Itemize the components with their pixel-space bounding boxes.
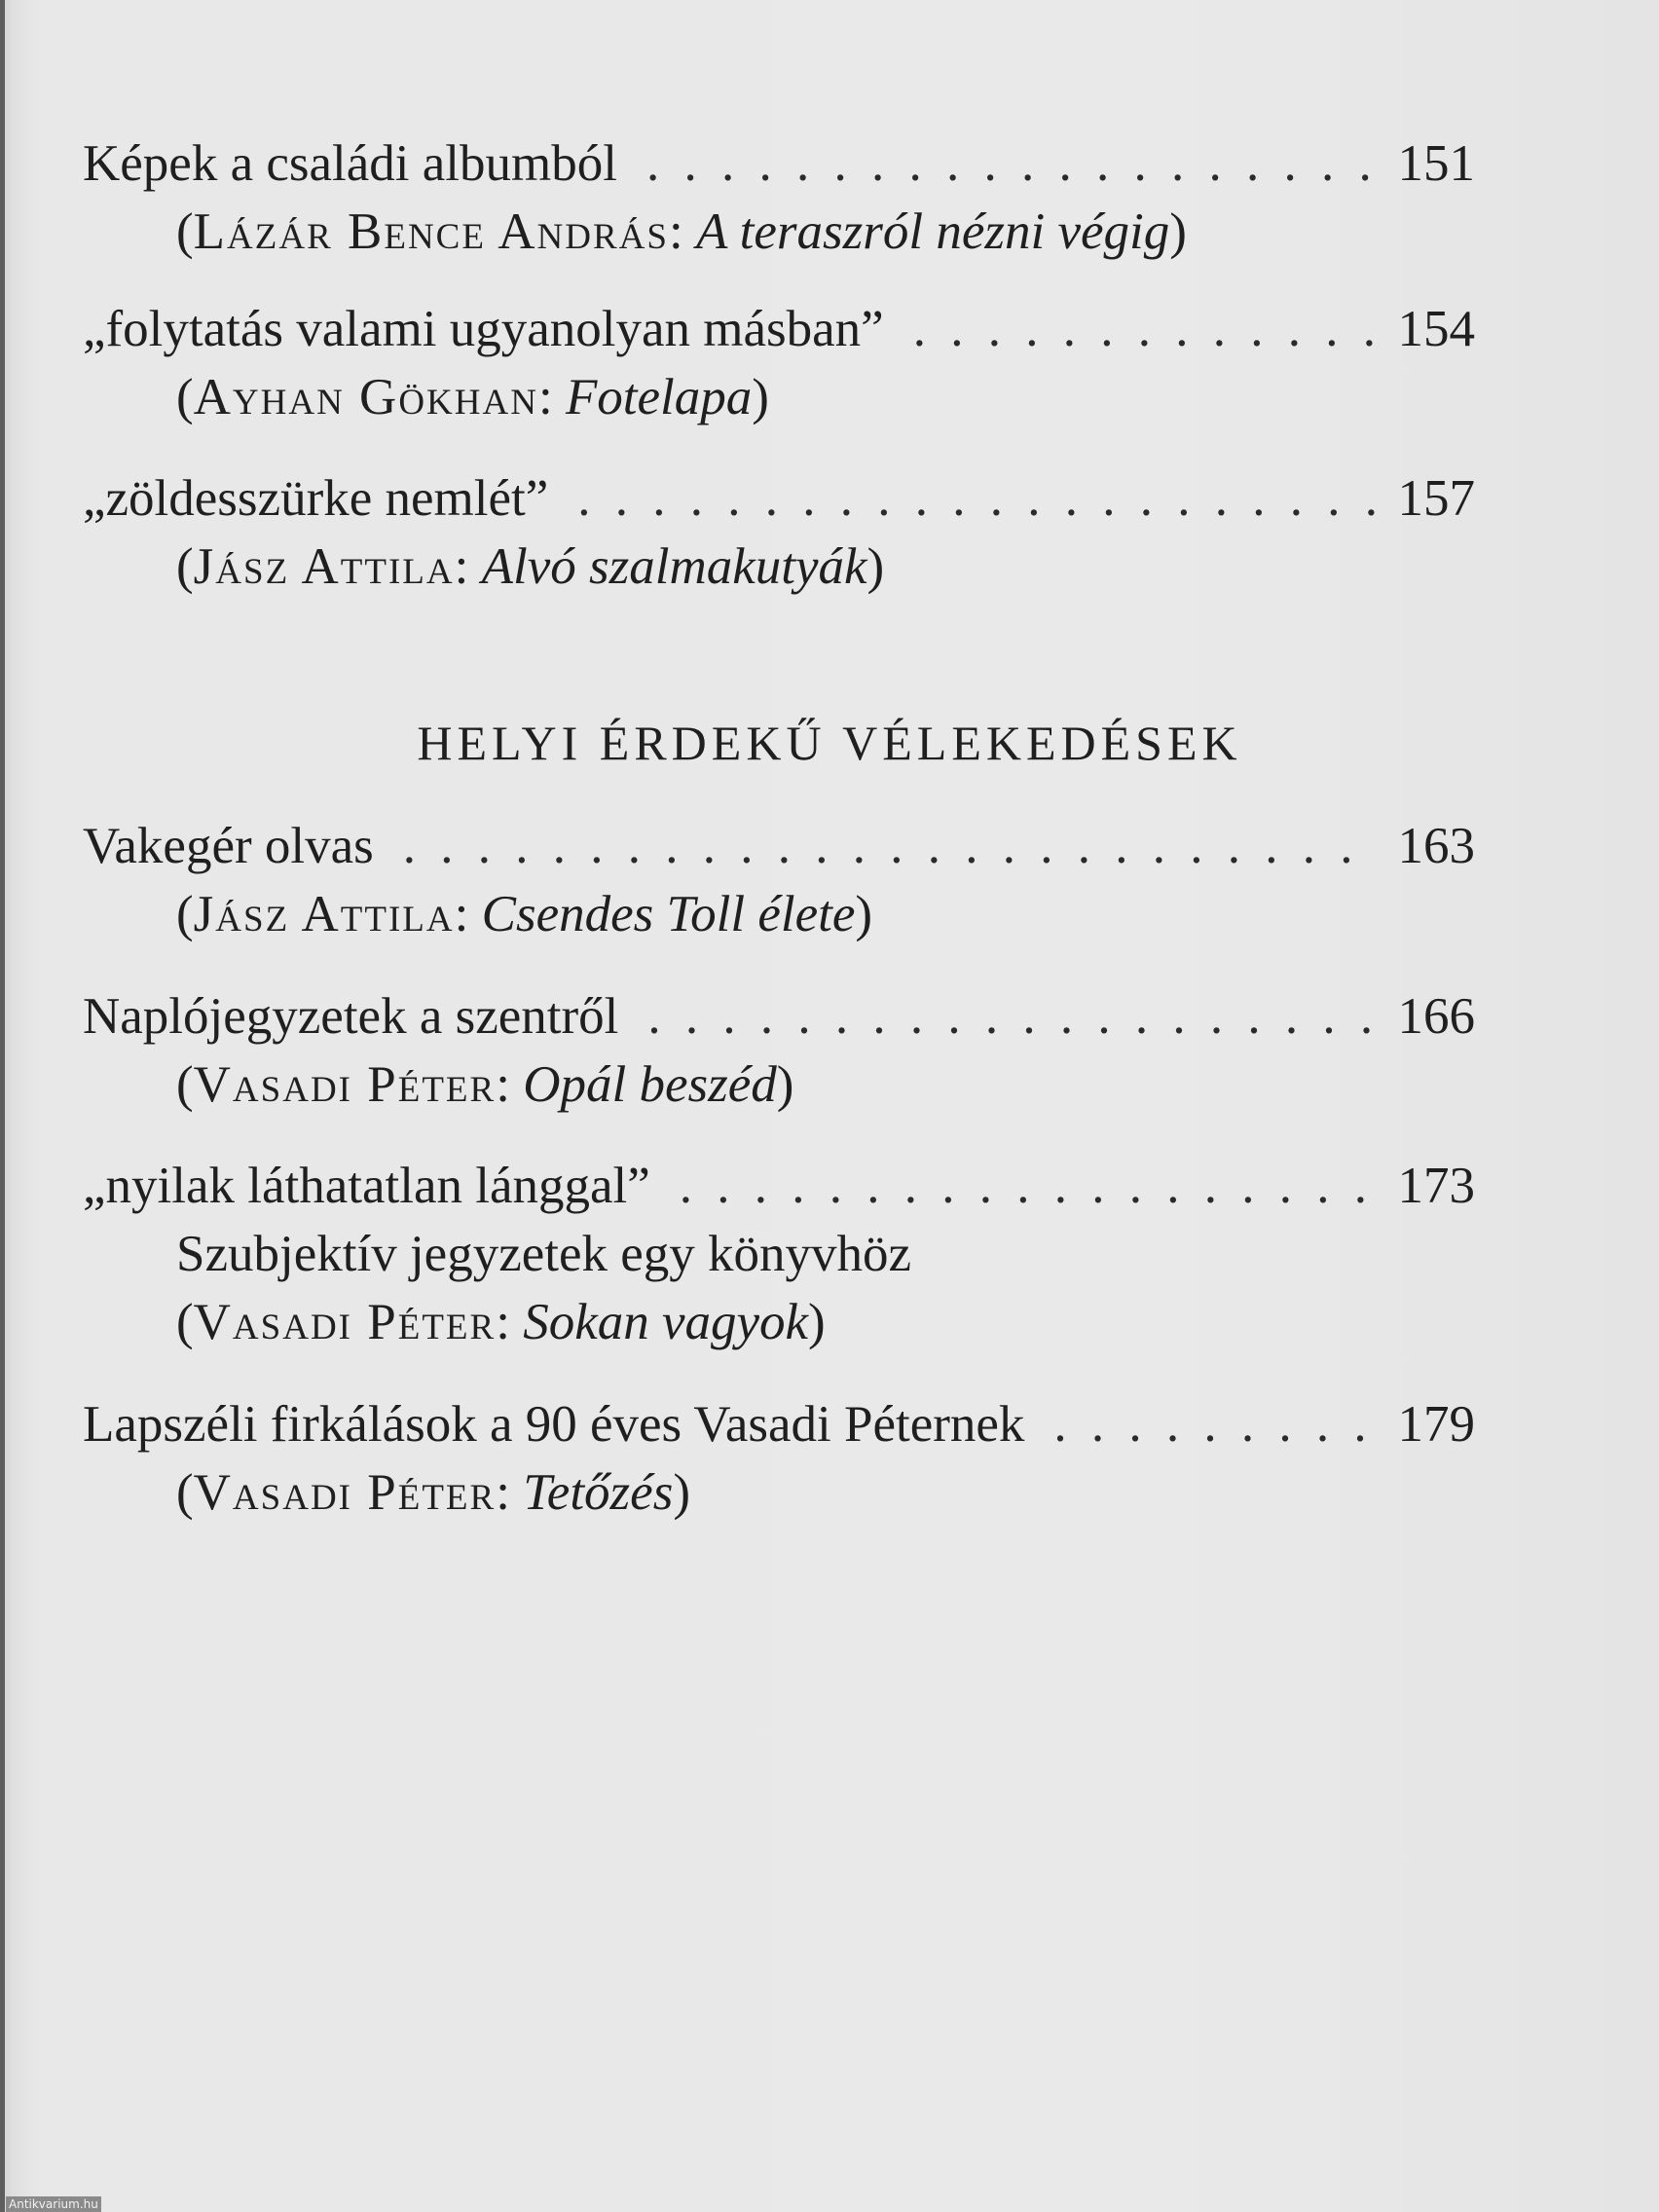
- leader-dots: [646, 129, 1380, 198]
- watermark-label: Antikvarium.hu: [6, 2196, 101, 2212]
- entry-source: (Lázár Bence András: A teraszról nézni végig): [176, 203, 1187, 260]
- toc-entry: [83, 1152, 1475, 1356]
- entry-subtitle: Szubjektív jegyzetek egy könyvhöz: [176, 1226, 912, 1282]
- source-work: Alvó szalmakutyák: [481, 538, 867, 595]
- toc-entry: [83, 464, 1475, 601]
- toc-entry: [83, 812, 1475, 948]
- entry-source: (Jász Attila: Alvó szalmakutyák): [176, 538, 885, 595]
- section-heading: HELYI ÉRDEKŰ VÉLEKEDÉSEK: [417, 716, 1242, 770]
- source-author: Vasadi Péter: [193, 1294, 497, 1350]
- entry-title: Képek a családi albumból: [83, 135, 617, 192]
- entry-title: Lapszéli firkálások a 90 éves Vasadi Péternek: [83, 1396, 1025, 1453]
- page-number: 166: [1397, 988, 1475, 1045]
- leader-dots: [403, 812, 1380, 880]
- page-edge-shadow: [0, 0, 5, 2212]
- page-number: 157: [1397, 470, 1475, 527]
- entry-source: (Jász Attila: Csendes Toll élete): [176, 886, 873, 942]
- toc-entry: [83, 1390, 1475, 1527]
- source-work: Tetőzés: [523, 1464, 674, 1521]
- page-number: 179: [1397, 1396, 1475, 1453]
- entry-title: Vakegér olvas: [83, 818, 374, 874]
- toc-entry: [83, 982, 1475, 1119]
- leader-dots: [577, 464, 1380, 533]
- page-number: 151: [1397, 135, 1475, 192]
- page-number: 154: [1397, 301, 1475, 357]
- page-number: 173: [1397, 1158, 1475, 1214]
- source-author: Vasadi Péter: [193, 1056, 497, 1113]
- page-number: 163: [1397, 818, 1475, 874]
- leader-dots: [647, 982, 1380, 1051]
- source-work: Csendes Toll élete: [481, 886, 856, 942]
- source-work: Sokan vagyok: [523, 1294, 809, 1350]
- leader-dots: [680, 1152, 1380, 1220]
- source-author: Jász Attila: [193, 886, 455, 942]
- source-author: Jász Attila: [193, 538, 455, 595]
- source-author: Vasadi Péter: [193, 1464, 497, 1521]
- entry-source: (Vasadi Péter: Opál beszéd): [176, 1056, 794, 1113]
- entry-source: (Vasadi Péter: Sokan vagyok): [176, 1294, 826, 1350]
- toc-entry: [83, 129, 1475, 266]
- entry-title: „nyilak láthatatlan lánggal”: [83, 1158, 650, 1214]
- leader-dots: [913, 295, 1380, 363]
- source-author: Lázár Bence András: [193, 203, 669, 260]
- entry-source: (Ayhan Gökhan: Fotelapa): [176, 369, 769, 425]
- entry-title: „zöldesszürke nemlét”: [83, 470, 549, 527]
- leader-dots: [1053, 1390, 1380, 1458]
- entry-source: (Vasadi Péter: Tetőzés): [176, 1464, 690, 1521]
- source-work: A teraszról nézni végig: [695, 203, 1170, 260]
- toc-entry: [83, 295, 1475, 431]
- source-work: Fotelapa: [565, 369, 753, 425]
- entry-title: Naplójegyzetek a szentről: [83, 988, 619, 1045]
- source-work: Opál beszéd: [523, 1056, 777, 1113]
- entry-title: „folytatás valami ugyanolyan másban”: [83, 301, 884, 357]
- source-author: Ayhan Gökhan: [193, 369, 538, 425]
